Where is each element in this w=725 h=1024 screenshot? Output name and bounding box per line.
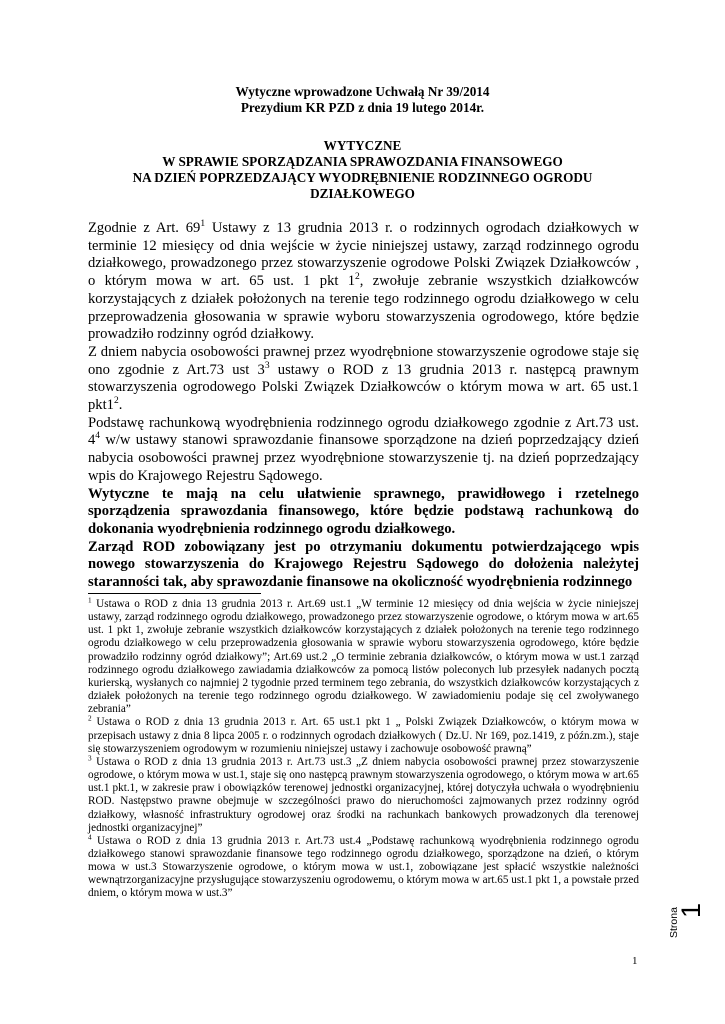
footnote-4-number: 4	[88, 833, 92, 842]
paragraph-2	[88, 344, 639, 415]
paragraph-1-text-a: Zgodnie z Art. 69	[88, 220, 201, 236]
paragraph-1	[88, 220, 639, 344]
title-line-2: W SPRAWIE SPORZĄDZANIA SPRAWOZDANIA FINANSOWEGO	[162, 154, 563, 169]
footnote-1	[88, 598, 639, 716]
footnote-1-text: Ustawa o ROD z dnia 13 grudnia 2013 r. Art.69 ust.1 „W terminie 12 miesięcy od dnia wejścia w życie niniejszej ustawy, zarząd rodzinnego ogrodu działkowego, prowadzonego przez stowarzyszenie ogrodowe, o którym mowa w art.65 ust. 1 pkt 1, zwołuje zebranie wszystkich działkowców korzystających z działek położonych na terenie tego rodzinnego ogrodu działkowego w celu przeprowadzenia głosowania w sprawie wyboru stowarzyszenia ogrodowego, które będzie prowadziło rodzinny ogród działkowy”; Art.69 ust.2 „O terminie zebrania działkowców, o którym mowa w ust.1 zarząd rodzinnego ogrodu działkowego zawiadamia działkowców za pomocą listów poleconych lub przesyłek nadanych pocztą kurierską, wysłanych co najmniej 2 tygodnie przed terminem tego zebrania, do wszystkich działkowców korzystających z działek położonych na terenie tego rodzinnego ogrodu działkowego. W zawiadomieniu podaje się cel zwoływanego zebrania”	[88, 598, 639, 716]
paragraph-3	[88, 415, 639, 486]
footnote-2-number: 2	[88, 714, 92, 723]
side-stamp-label: Strona	[668, 907, 680, 938]
paragraph-5: Zarząd ROD zobowiązany jest po otrzymaniu dokumentu potwierdzającego wpis nowego stowarzyszenia do Krajowego Rejestru Sądowego do dołożenia należytej staranności tak, aby sprawozdanie finansowe na okoliczność wyodrębnienia rodzinnego	[88, 538, 639, 591]
footnote-2-text: Ustawa o ROD z dnia 13 grudnia 2013 r. Art. 65 ust.1 pkt 1 „ Polski Związek Działkowców, o którym mowa w przepisach ustawy z dnia 8 lipca 2005 r. o rodzinnych ogrodach działkowych ( Dz.U. Nr 169, poz.1419, z późn.zm.), staje się stowarzyszeniem ogrodowym w rozumieniu niniejszej ustawy i zachowuje osobowość prawną”	[88, 716, 639, 755]
header-line-2: Prezydium KR PZD z dnia 19 lutego 2014r.	[240, 100, 485, 115]
footnote-separator	[88, 593, 261, 594]
side-stamp-number: 1	[676, 902, 706, 918]
document-body	[88, 220, 639, 592]
footnote-ref-4: 4	[95, 431, 101, 442]
paragraph-1-text-c: , zwołuje zebranie wszystkich działkowców korzystających z działek położonych na terenie tego rodzinnego ogrodu działkowego w celu przeprowadzenia głosowania w sprawie wyboru stowarzyszenia ogrodowego, które będzie prowadziło rodzinny ogród działkowy.	[88, 273, 639, 343]
title-line-3: NA DZIEŃ POPRZEDZAJĄCY WYODRĘBNIENIE RODZINNEGO OGRODU	[132, 170, 593, 185]
footnote-4-text: Ustawa o ROD z dnia 13 grudnia 2013 r. Art.73 ust.4 „Podstawę rachunkową wyodrębnienia rodzinnego ogrodu działkowego stanowi sprawozdanie finansowe tego rodzinnego ogrodu działkowego, sporządzone na dzień, o którym mowa w ust.3 Stowarzyszenie ogrodowe, o którym mowa w ust.1, zobowiązane jest spłacić wszystkie należności wewnątrzorganizacyjne przysługujące stowarzyszeniu ogrodowemu, o którym mowa w art.65 ust.1 pkt 1, a powstałe przed dniem, o którym mowa w ust.3”	[88, 834, 639, 900]
paragraph-2-text-b: ustawy o ROD z 13 grudnia 2013 r. następcą prawnym stowarzyszenia ogrodowego Polski Związek Działkowców o którym mowa w art. 65 ust.1 pkt1	[88, 361, 639, 414]
footnote-ref-3: 3	[264, 360, 270, 371]
footnote-1-number: 1	[88, 596, 92, 605]
paragraph-3-text-b: w/w ustawy stanowi sprawozdanie finansowe sporządzone na dzień poprzedzający dzień nabycia osobowości prawnej przez wyodrębnione stowarzyszenie tj. na dzień poprzedzający wpis do Krajowego Rejestru Sądowego.	[88, 432, 639, 484]
paragraph-2-text-a: Z dniem nabycia osobowości prawnej przez wyodrębnione stowarzyszenie ogrodowe staje się ono zgodnie z Art.73 ust 3	[88, 343, 639, 378]
footnote-3-number: 3	[88, 754, 92, 763]
title-line-4: DZIAŁKOWEGO	[310, 186, 415, 201]
footnote-4	[88, 835, 639, 901]
footnote-ref-2b: 2	[113, 396, 119, 407]
document-title	[0, 138, 725, 202]
paragraph-1-text-b: Ustawy z 13 grudnia 2013 r. o rodzinnych ogrodach działkowych w terminie 12 miesięcy od dnia wejście w życie niniejszej ustawy, zarząd rodzinnego ogrodu działkowego, prowadzonego przez stowarzyszenie ogrodowe Polski Związek Działkowców , o którym mowa w art. 65 ust. 1 pkt 1	[88, 220, 639, 290]
footnote-ref-2: 2	[355, 272, 360, 283]
paragraph-2-text-c: .	[118, 397, 123, 414]
footnote-2	[88, 716, 639, 755]
footnote-3	[88, 756, 639, 835]
footnotes	[88, 598, 639, 901]
footnote-3-text: Ustawa o ROD z dnia 13 grudnia 2013 r. Art.73 ust.3 „Z dniem nabycia osobowości prawnej przez stowarzyszenie ogrodowe, o którym mowa w ust.1, staje się ono następcą prawnym stowarzyszenia ogrodowego, o którym mowa w art.65 ust.1 pkt.1, w zakresie praw i obowiązków terenowej jednostki organizacyjnej, której dotyczyła uchwała o wyodrębnieniu ROD. Następstwo prawne obejmuje w szczególności prawo do nieruchomości zajmowanych przez rodzinny ogród działkowy, własność infrastruktury ogrodowej oraz środki na rachunkach bankowych prowadzonych dla terenowej jednostki organizacyjnej”	[88, 755, 639, 834]
footnote-ref-1: 1	[200, 219, 206, 230]
paragraph-4: Wytyczne te mają na celu ułatwienie sprawnego, prawidłowego i rzetelnego sporządzenia sprawozdania finansowego, które będzie podstawą rachunkową do dokonania wyodrębnienia rodzinnego ogrodu działkowego.	[88, 485, 639, 537]
title-line-1: WYTYCZNE	[323, 138, 402, 153]
paragraph-3-text-a: Podstawę rachunkową wyodrębnienia rodzinnego ogrodu działkowego zgodnie z Art.73 ust. 4	[88, 414, 639, 449]
document-header	[0, 84, 725, 116]
header-line-1: Wytyczne wprowadzone Uchwałą Nr 39/2014	[235, 84, 490, 99]
side-page-stamp	[666, 888, 706, 948]
page-number: 1	[632, 955, 638, 967]
